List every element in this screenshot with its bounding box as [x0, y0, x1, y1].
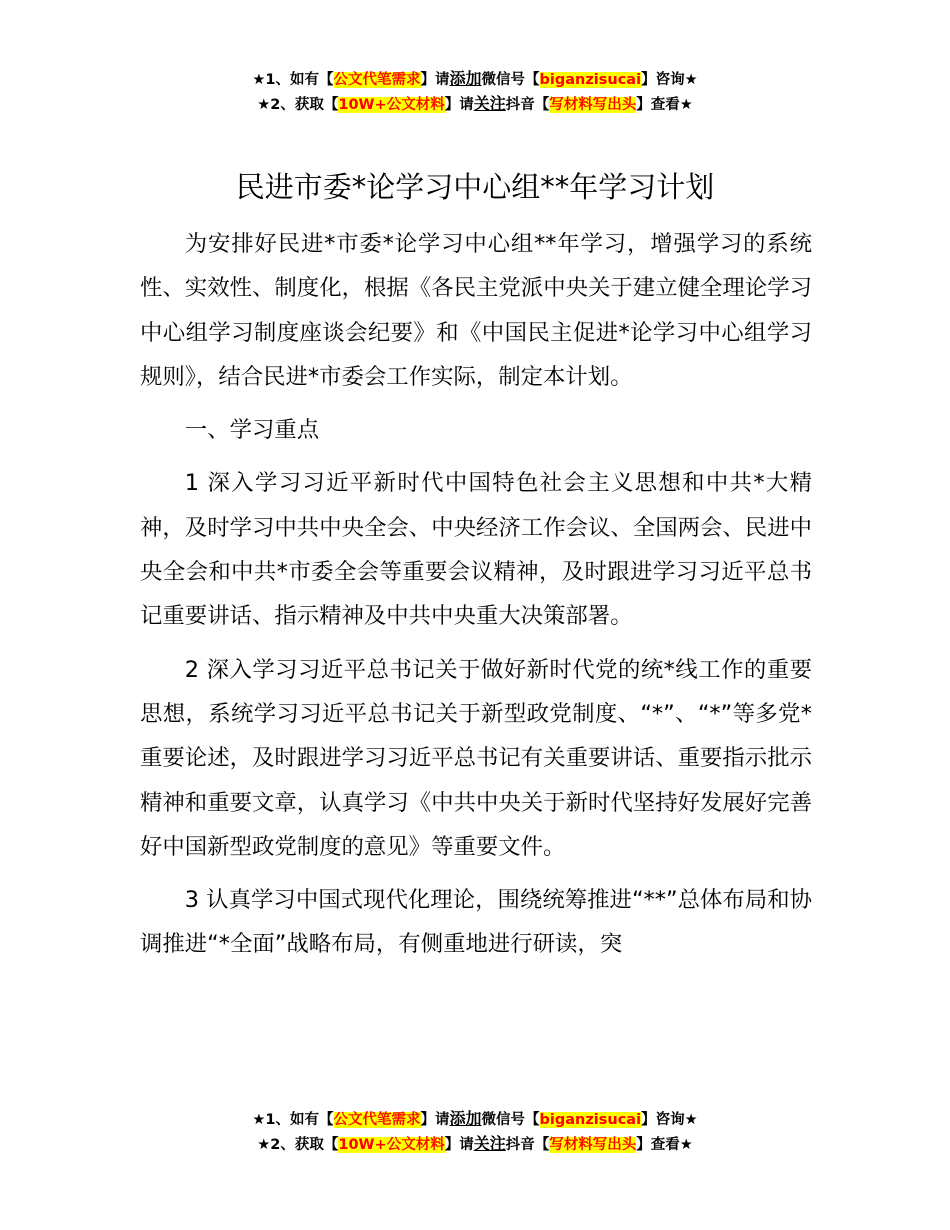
footer-banner-line-1 [0, 1107, 950, 1132]
banner-line-1-highlight-service: 公文代笔需求 [333, 72, 421, 88]
footer-line-1-underlined: 添加 [449, 1109, 482, 1128]
banner-line-1-underlined: 添加 [449, 69, 482, 88]
banner-line-1-highlight-wechat: biganzisucai [539, 72, 642, 88]
footer-line-1-suffix: 】咨询★ [641, 1112, 698, 1128]
study-item-3: 3 认真学习中国式现代化理论，围绕统筹推进“**”总体布局和协调推进“*全面”战略布局，有侧重地进行研读，突 [140, 887, 812, 958]
banner-line-2-highlight-materials: 10W+公文材料 [338, 97, 445, 113]
footer-line-2-middle-2: 抖音【 [505, 1137, 550, 1153]
footer-line-2-suffix: 】查看★ [636, 1137, 693, 1153]
footer-line-1-prefix: ★1、如有【 [252, 1112, 334, 1128]
banner-line-2-underlined: 关注 [473, 94, 506, 113]
header-banner [0, 67, 950, 117]
study-item-2: 2 深入学习习近平总书记关于做好新时代党的统*线工作的重要思想，系统学习习近平总书记关于新型政党制度、“*”、“*”等多党*重要论述，及时跟进学习习近平总书记有关重要讲话、重要指示批示精神和重要文章，认真学习《中共中央关于新时代坚持好发展好完善好中国新型政党制度的意见》等重要文件。 [140, 656, 812, 860]
footer-line-2-highlight-materials: 10W+公文材料 [338, 1137, 445, 1153]
footer-line-2-highlight-douyin: 写材料写出头 [549, 1137, 637, 1153]
banner-line-2-highlight-douyin: 写材料写出头 [549, 97, 637, 113]
footer-line-1-middle: 】请 [420, 1112, 450, 1128]
footer-line-2-underlined: 关注 [473, 1134, 506, 1153]
study-item-1: 1 深入学习习近平新时代中国特色社会主义思想和中共*大精神，及时学习中共中央全会、中央经济工作会议、全国两会、民进中央全会和中共*市委全会等重要会议精神，及时跟进学习习近平总书记重要讲话、指示精神及中共中央重大决策部署。 [140, 470, 812, 630]
section-heading-study-focus: 一、学习重点 [184, 417, 320, 444]
banner-line-1-middle-2: 微信号【 [481, 72, 540, 88]
footer-banner [0, 1107, 950, 1157]
footer-line-2-middle: 】请 [444, 1137, 474, 1153]
banner-line-1-prefix: ★1、如有【 [252, 72, 334, 88]
document-title: 民进市委*论学习中心组**年学习计划 [235, 170, 715, 204]
intro-paragraph: 为安排好民进*市委*论学习中心组**年学习，增强学习的系统性、实效性、制度化，根据《各民主党派中央关于建立健全理论学习中心组学习制度座谈会纪要》和《中国民主促进*论学习中心组学习规则》，结合民进*市委会工作实际，制定本计划。 [140, 231, 812, 390]
footer-line-2-prefix: ★2、获取【 [257, 1137, 339, 1153]
banner-line-2-prefix: ★2、获取【 [257, 97, 339, 113]
banner-line-2 [0, 92, 950, 117]
banner-line-1-suffix: 】咨询★ [641, 72, 698, 88]
banner-line-1 [0, 67, 950, 92]
banner-line-1-middle: 】请 [420, 72, 450, 88]
footer-banner-line-2 [0, 1132, 950, 1157]
footer-line-1-middle-2: 微信号【 [481, 1112, 540, 1128]
banner-line-2-middle: 】请 [444, 97, 474, 113]
banner-line-2-middle-2: 抖音【 [505, 97, 550, 113]
footer-line-1-highlight-service: 公文代笔需求 [333, 1112, 421, 1128]
document-body [140, 222, 812, 976]
footer-line-1-highlight-wechat: biganzisucai [539, 1112, 642, 1128]
banner-line-2-suffix: 】查看★ [636, 97, 693, 113]
